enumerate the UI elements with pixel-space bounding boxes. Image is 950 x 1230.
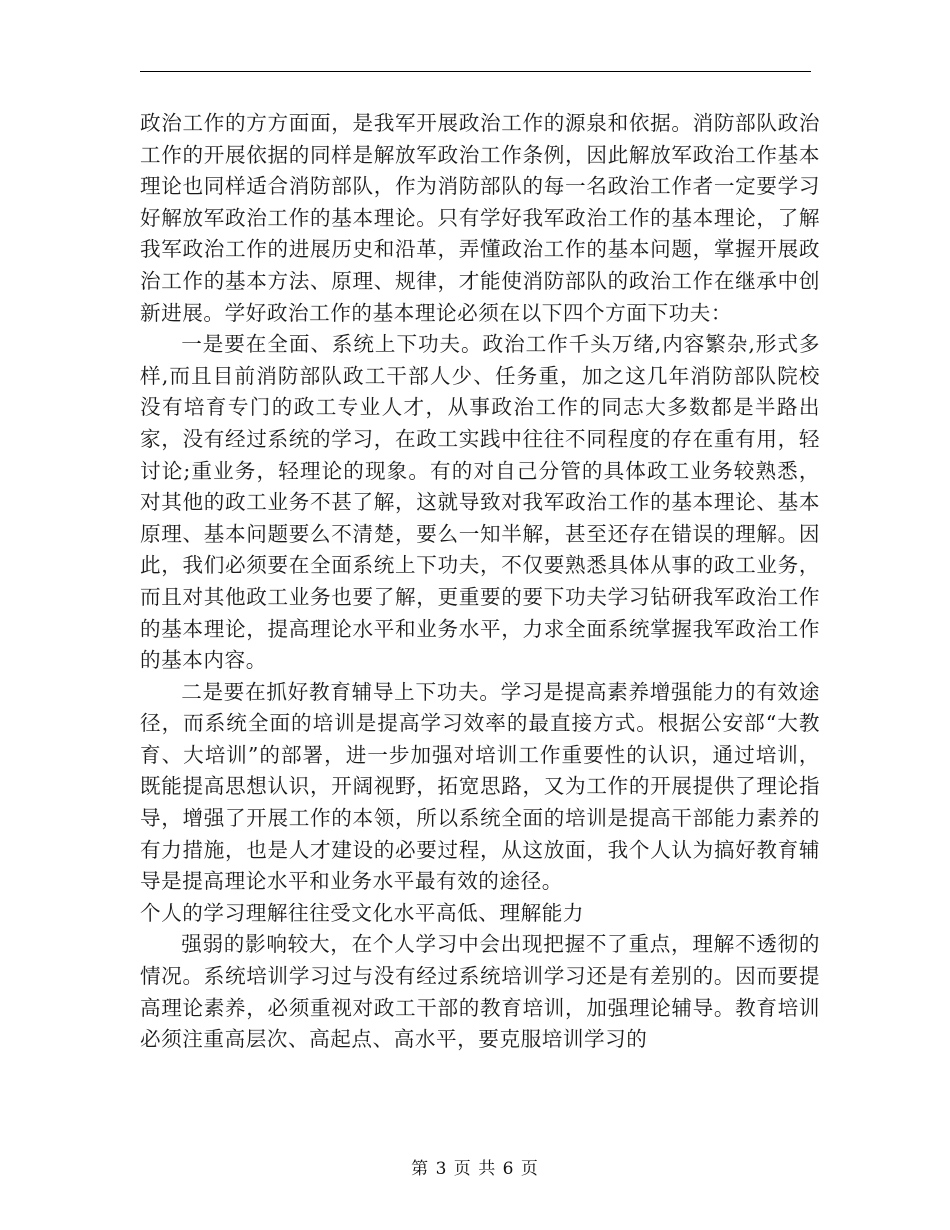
paragraph-4: 个人的学习理解往往受文化水平高低、理解能力 <box>140 900 585 925</box>
header-rule <box>140 71 811 72</box>
page-number: 第 3 页 共 6 页 <box>411 1159 539 1179</box>
paragraph-5: 强弱的影响较大，在个人学习中会出现把握不了重点，理解不透彻的情况。系统培训学习过与没有经过系统培训学习还是有差别的。因而要提高理论素养，必须重视对政工干部的教育培训，加强理论辅导。教育培训必须注重高层次、高起点、高水平，要克服培训学习的 <box>140 932 820 1052</box>
paragraph-3: 二是要在抓好教育辅导上下功夫。学习是提高素养增强能力的有效途径，而系统全面的培训是提高学习效率的最直接方式。根据公安部“大教育、大培训”的部署，进一步加强对培训工作重要性的认识，通过培训，既能提高思想认识，开阔视野，拓宽思路，又为工作的开展提供了理论指导，增强了开展工作的本领，所以系统全面的培训是提高干部能力素养的有力措施，也是人才建设的必要过程，从这放面，我个人认为搞好教育辅导是提高理论水平和业务水平最有效的途径。 <box>140 679 820 894</box>
document-body <box>140 108 820 1056</box>
paragraph-2: 一是要在全面、系统上下功夫。政治工作千头万绪,内容繁杂,形式多样,而且目前消防部队政工干部人少、任务重，加之这几年消防部队院校没有培育专门的政工专业人才，从事政治工作的同志大多数都是半路出家，没有经过系统的学习，在政工实践中往往不同程度的存在重有用，轻讨论;重业务，轻理论的现象。有的对自己分管的具体政工业务较熟悉，对其他的政工业务不甚了解，这就导致对我军政治工作的基本理论、基本原理、基本问题要么不清楚，要么一知半解，甚至还存在错误的理解。因此，我们必须要在全面系统上下功夫，不仅要熟悉具体从事的政工业务，而且对其他政工业务也要了解，更重要的要下功夫学习钻研我军政治工作的基本理论，提高理论水平和业务水平，力求全面系统掌握我军政治工作的基本内容。 <box>140 332 820 673</box>
paragraph-1: 政治工作的方方面面，是我军开展政治工作的源泉和依据。消防部队政治工作的开展依据的同样是解放军政治工作条例，因此解放军政治工作基本理论也同样适合消防部队，作为消防部队的每一名政治工作者一定要学习好解放军政治工作的基本理论。只有学好我军政治工作的基本理论，了解我军政治工作的进展历史和沿革，弄懂政治工作的基本问题，掌握开展政治工作的基本方法、原理、规律，才能使消防部队的政治工作在继承中创新进展。学好政治工作的基本理论必须在以下四个方面下功夫： <box>140 111 820 325</box>
